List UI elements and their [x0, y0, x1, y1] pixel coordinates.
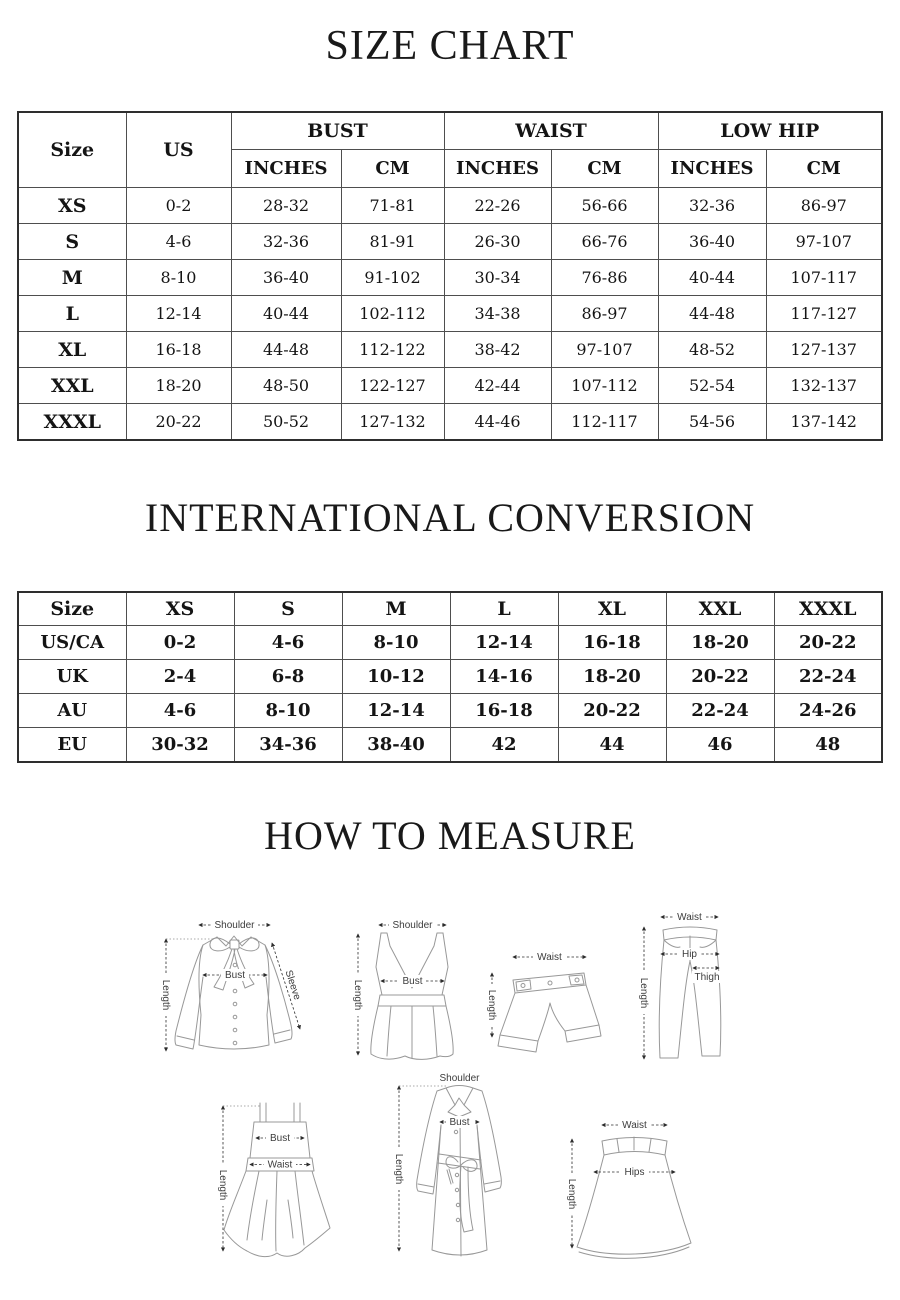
pants-figure: [633, 909, 725, 1067]
conv-cell: 30-32: [126, 728, 234, 762]
tank-top-figure: [345, 915, 460, 1067]
hip-inches-cell: 52-54: [658, 368, 766, 404]
conv-header-xl: XL: [558, 592, 666, 626]
blouse-shoulder-label: Shoulder: [214, 919, 255, 931]
conv-cell: 48: [774, 728, 882, 762]
size-row-xl: [18, 332, 882, 368]
conv-header-xs: XS: [126, 592, 234, 626]
waist-inches-cell: 44-46: [444, 404, 551, 440]
conv-header-xxl: XXL: [666, 592, 774, 626]
conv-cell: 24-26: [774, 694, 882, 728]
bust-inches-cell: 48-50: [231, 368, 341, 404]
region-cell: US/CA: [18, 626, 126, 660]
size-chart-table: [17, 111, 883, 441]
shorts-length-label: Length: [486, 989, 497, 1021]
hip-cm-cell: 97-107: [766, 224, 882, 260]
hip-inches-cell: 48-52: [658, 332, 766, 368]
conv-cell: 18-20: [558, 660, 666, 694]
size-row-xs: [18, 188, 882, 224]
tank-length-label: Length: [352, 979, 363, 1011]
conv-cell: 46: [666, 728, 774, 762]
dress-bust-label: Bust: [269, 1132, 291, 1144]
how-to-measure-title: HOW TO MEASURE: [264, 812, 636, 858]
table-header-row: [18, 112, 882, 150]
conv-cell: 20-22: [774, 626, 882, 660]
size-row-s: [18, 224, 882, 260]
size-column-header: Size: [18, 112, 126, 188]
bust-inches-cell: 44-48: [231, 332, 341, 368]
region-cell: UK: [18, 660, 126, 694]
coat-bust-label: Bust: [449, 1116, 470, 1128]
conv-cell: 8-10: [342, 626, 450, 660]
size-cell: XXXL: [18, 404, 126, 440]
size-row-xxxl: [18, 404, 882, 440]
us-cell: 8-10: [126, 260, 231, 296]
skirt-figure: [563, 1115, 695, 1265]
skirt-waist-label: Waist: [622, 1119, 647, 1131]
conv-cell: 4-6: [234, 626, 342, 660]
waist-cm-cell: 56-66: [551, 188, 658, 224]
bust-inches-header: INCHES: [231, 150, 341, 188]
conv-header-xxxl: XXXL: [774, 592, 882, 626]
bust-inches-cell: 40-44: [231, 296, 341, 332]
conv-cell: 12-14: [342, 694, 450, 728]
skirt-hips-label: Hips: [624, 1166, 645, 1178]
size-cell: XXL: [18, 368, 126, 404]
us-cell: 20-22: [126, 404, 231, 440]
size-row-m: [18, 260, 882, 296]
conv-cell: 22-24: [666, 694, 774, 728]
conv-cell: 22-24: [774, 660, 882, 694]
international-conversion-table: [17, 591, 883, 763]
bust-inches-cell: 32-36: [231, 224, 341, 260]
pants-thigh-label: Thigh: [694, 971, 720, 983]
waist-inches-cell: 30-34: [444, 260, 551, 296]
conv-header-size: Size: [18, 592, 126, 626]
pants-waist-label: Waist: [677, 911, 702, 923]
dress-figure: [213, 1100, 348, 1262]
waist-cm-cell: 97-107: [551, 332, 658, 368]
conversion-row-uk: [18, 660, 882, 694]
conv-cell: 42: [450, 728, 558, 762]
hip-inches-cell: 40-44: [658, 260, 766, 296]
us-cell: 0-2: [126, 188, 231, 224]
bust-inches-cell: 28-32: [231, 188, 341, 224]
conv-header-s: S: [234, 592, 342, 626]
blouse-sleeve-label: Sleeve: [282, 968, 303, 1002]
size-cell: L: [18, 296, 126, 332]
tank-bust-label: Bust: [402, 975, 423, 987]
bust-cm-cell: 127-132: [341, 404, 444, 440]
size-cell: XL: [18, 332, 126, 368]
bust-cm-cell: 112-122: [341, 332, 444, 368]
bust-inches-cell: 36-40: [231, 260, 341, 296]
conv-cell: 18-20: [666, 626, 774, 660]
pants-hip-label: Hip: [681, 948, 698, 960]
coat-figure: [388, 1070, 523, 1268]
bust-inches-cell: 50-52: [231, 404, 341, 440]
us-cell: 12-14: [126, 296, 231, 332]
conv-cell: 20-22: [666, 660, 774, 694]
waist-cm-cell: 107-112: [551, 368, 658, 404]
waist-group-header: WAIST: [444, 112, 658, 150]
hip-cm-cell: 132-137: [766, 368, 882, 404]
us-cell: 18-20: [126, 368, 231, 404]
hip-inches-cell: 54-56: [658, 404, 766, 440]
waist-inches-cell: 34-38: [444, 296, 551, 332]
conv-header-l: L: [450, 592, 558, 626]
hip-cm-cell: 127-137: [766, 332, 882, 368]
bust-cm-cell: 71-81: [341, 188, 444, 224]
region-cell: EU: [18, 728, 126, 762]
hip-inches-cell: 44-48: [658, 296, 766, 332]
blouse-figure: [153, 915, 318, 1067]
size-cell: S: [18, 224, 126, 260]
conv-cell: 12-14: [450, 626, 558, 660]
us-cell: 16-18: [126, 332, 231, 368]
conversion-header-row: [18, 592, 882, 626]
conv-cell: 16-18: [558, 626, 666, 660]
bust-cm-header: CM: [341, 150, 444, 188]
waist-inches-cell: 22-26: [444, 188, 551, 224]
region-cell: AU: [18, 694, 126, 728]
size-row-l: [18, 296, 882, 332]
waist-cm-cell: 66-76: [551, 224, 658, 260]
size-cell: XS: [18, 188, 126, 224]
conv-cell: 44: [558, 728, 666, 762]
size-chart-title: SIZE CHART: [325, 23, 575, 69]
dress-waist-label: Waist: [267, 1159, 293, 1171]
blouse-length-label: Length: [160, 979, 171, 1011]
coat-shoulder-label: Shoulder: [439, 1072, 480, 1084]
bust-cm-cell: 91-102: [341, 260, 444, 296]
waist-cm-cell: 86-97: [551, 296, 658, 332]
hip-inches-cell: 36-40: [658, 224, 766, 260]
conv-header-m: M: [342, 592, 450, 626]
international-conversion-title: INTERNATIONAL CONVERSION: [144, 494, 756, 540]
blouse-bust-label: Bust: [224, 969, 246, 981]
conv-cell: 38-40: [342, 728, 450, 762]
lowhip-group-header: LOW HIP: [658, 112, 882, 150]
waist-inches-cell: 26-30: [444, 224, 551, 260]
conv-cell: 2-4: [126, 660, 234, 694]
shorts-figure: [476, 945, 616, 1070]
waist-inches-cell: 42-44: [444, 368, 551, 404]
waist-inches-cell: 38-42: [444, 332, 551, 368]
us-cell: 4-6: [126, 224, 231, 260]
bust-cm-cell: 81-91: [341, 224, 444, 260]
conv-cell: 0-2: [126, 626, 234, 660]
size-cell: M: [18, 260, 126, 296]
hip-cm-header: CM: [766, 150, 882, 188]
bust-cm-cell: 122-127: [341, 368, 444, 404]
hip-cm-cell: 137-142: [766, 404, 882, 440]
us-column-header: US: [126, 112, 231, 188]
bust-group-header: BUST: [231, 112, 444, 150]
hip-inches-cell: 32-36: [658, 188, 766, 224]
conversion-row-au: [18, 694, 882, 728]
conv-cell: 10-12: [342, 660, 450, 694]
waist-cm-header: CM: [551, 150, 658, 188]
conv-cell: 4-6: [126, 694, 234, 728]
conv-cell: 16-18: [450, 694, 558, 728]
conversion-row-eu: [18, 728, 882, 762]
hip-cm-cell: 86-97: [766, 188, 882, 224]
waist-cm-cell: 76-86: [551, 260, 658, 296]
conv-cell: 6-8: [234, 660, 342, 694]
hip-cm-cell: 117-127: [766, 296, 882, 332]
coat-length-label: Length: [393, 1153, 404, 1185]
waist-cm-cell: 112-117: [551, 404, 658, 440]
conv-cell: 34-36: [234, 728, 342, 762]
waist-inches-header: INCHES: [444, 150, 551, 188]
skirt-length-label: Length: [566, 1178, 577, 1210]
size-row-xxl: [18, 368, 882, 404]
conversion-row-usca: [18, 626, 882, 660]
conv-cell: 14-16: [450, 660, 558, 694]
conv-cell: 8-10: [234, 694, 342, 728]
hip-cm-cell: 107-117: [766, 260, 882, 296]
pants-length-label: Length: [638, 977, 649, 1009]
bust-cm-cell: 102-112: [341, 296, 444, 332]
dress-length-label: Length: [217, 1169, 228, 1201]
tank-shoulder-label: Shoulder: [392, 919, 433, 931]
hip-inches-header: INCHES: [658, 150, 766, 188]
measurement-figures: [0, 859, 900, 1295]
conv-cell: 20-22: [558, 694, 666, 728]
shorts-waist-label: Waist: [537, 951, 562, 963]
